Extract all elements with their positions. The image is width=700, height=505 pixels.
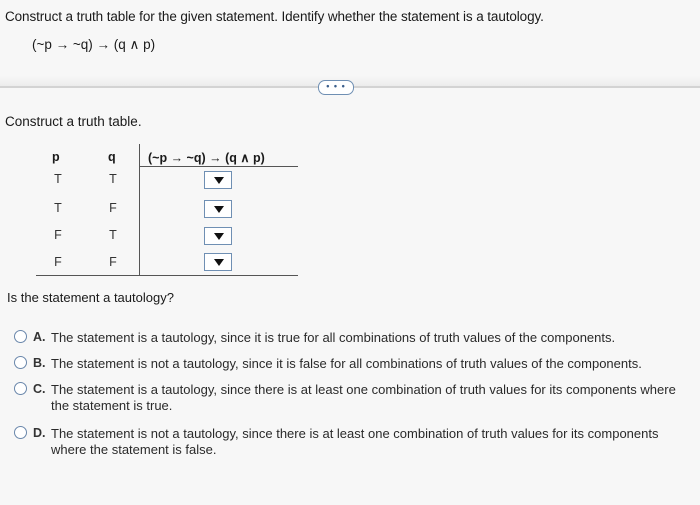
column-rule bbox=[139, 144, 140, 275]
option-text: The statement is a tautology, since it is true for all combinations of truth values of the components. bbox=[51, 330, 616, 345]
question-text: Construct a truth table for the given statement. Identify whether the statement is a tautology. bbox=[5, 9, 544, 24]
option-letter: A. bbox=[33, 330, 46, 344]
radio-d[interactable] bbox=[14, 426, 27, 439]
dropdown-arrow-icon bbox=[214, 206, 224, 213]
cell-p-row1: T bbox=[54, 172, 62, 186]
header-q: q bbox=[108, 150, 116, 164]
option-letter: D. bbox=[33, 426, 46, 440]
cell-q-row1: T bbox=[109, 172, 117, 186]
option-letter: C. bbox=[33, 382, 46, 396]
header-statement: (~p → ~q) → (q ∧ p) bbox=[148, 151, 265, 165]
answer-dropdown-row1[interactable] bbox=[204, 171, 232, 189]
option-text: The statement is not a tautology, since it is false for all combinations of truth values of the components. bbox=[51, 356, 642, 371]
cell-q-row4: F bbox=[109, 255, 117, 269]
truth-table bbox=[36, 144, 298, 277]
cell-p-row3: F bbox=[54, 228, 62, 242]
table-bottom-rule bbox=[36, 275, 298, 276]
statement-formula: (~p → ~q) → (q ∧ p) bbox=[32, 37, 156, 52]
radio-b[interactable] bbox=[14, 356, 27, 369]
option-letter: B. bbox=[33, 356, 46, 370]
cell-p-row2: T bbox=[54, 201, 62, 215]
cell-q-row2: F bbox=[109, 201, 117, 215]
cell-q-row3: T bbox=[109, 228, 117, 242]
cell-p-row4: F bbox=[54, 255, 62, 269]
header-p: p bbox=[52, 150, 60, 164]
dropdown-arrow-icon bbox=[214, 177, 224, 184]
dropdown-arrow-icon bbox=[214, 233, 224, 240]
more-button[interactable]: • • • bbox=[318, 80, 354, 95]
answer-dropdown-row2[interactable] bbox=[204, 200, 232, 218]
radio-c[interactable] bbox=[14, 382, 27, 395]
answer-dropdown-row3[interactable] bbox=[204, 227, 232, 245]
answer-dropdown-row4[interactable] bbox=[204, 253, 232, 271]
dropdown-arrow-icon bbox=[214, 259, 224, 266]
section-label: Construct a truth table. bbox=[5, 114, 142, 129]
radio-a[interactable] bbox=[14, 330, 27, 343]
header-rule bbox=[140, 166, 298, 167]
tautology-question: Is the statement a tautology? bbox=[7, 290, 174, 305]
option-text: The statement is a tautology, since there is at least one combination of truth values for its components where the statement is true. bbox=[51, 382, 676, 413]
option-text: The statement is not a tautology, since there is at least one combination of truth values for its components where the statement is false. bbox=[51, 426, 659, 457]
